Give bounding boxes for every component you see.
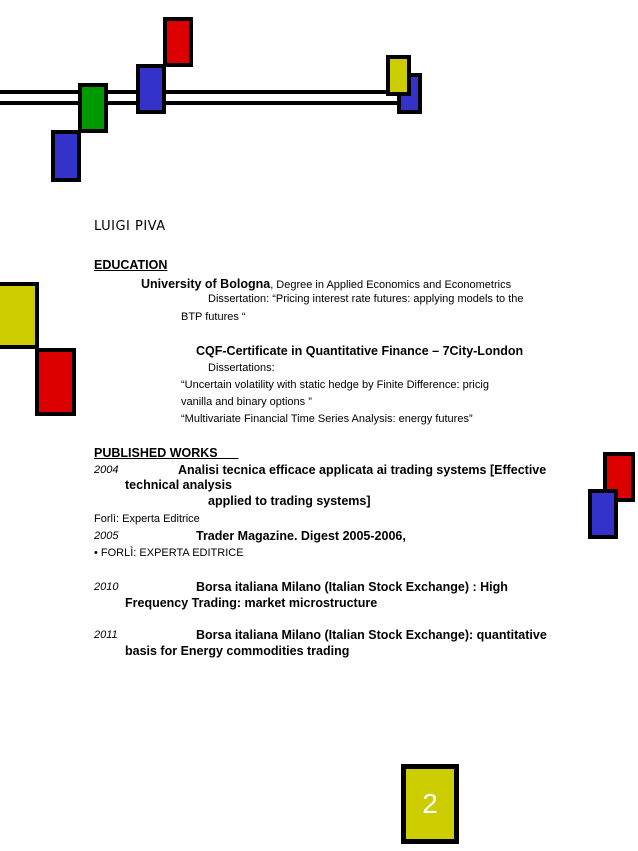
education-heading: EDUCATION — [94, 258, 168, 272]
work-2011-title-2: basis for Energy commodities trading — [125, 644, 350, 658]
deco-line-top — [0, 90, 408, 94]
dissertation-line-2: BTP futures “ — [181, 311, 246, 323]
work-2004-year: 2004 — [94, 464, 119, 476]
deco-red-square-left — [35, 348, 76, 416]
work-2010-year: 2010 — [94, 581, 119, 593]
work-2010-title-2: Frequency Trading: market microstructure — [125, 596, 378, 610]
work-2004-title-3: applied to trading systems] — [208, 494, 371, 508]
university-name: University of Bologna — [141, 277, 271, 291]
dissertation-1-line-1: “Uncertain volatility with static hedge by Finite Difference: pricig — [181, 379, 489, 391]
work-2004-publisher: Forlì: Experta Editrice — [94, 513, 200, 525]
work-2011-title-1: Borsa italiana Milano (Italian Stock Exchange): quantitative — [196, 628, 547, 642]
work-2011-year: 2011 — [94, 629, 118, 641]
dissertation-1-line-2: vanilla and binary options ” — [181, 396, 312, 408]
work-2005-publisher: • FORLÌ: EXPERTA EDITRICE — [94, 547, 244, 559]
deco-line-bottom — [0, 101, 408, 105]
deco-yellow-square-left — [0, 282, 39, 349]
work-2005-title: Trader Magazine. Digest 2005-2006, — [196, 529, 406, 543]
deco-yellow-square-right — [386, 55, 411, 96]
page-number: 2 — [401, 764, 459, 844]
cqf-certificate: CQF-Certificate in Quantitative Finance – 7City-London — [196, 344, 524, 358]
deco-blue-square-top — [136, 64, 166, 114]
work-2004-title-1: Analisi tecnica efficace applicata ai trading systems [Effective — [178, 463, 547, 477]
work-2004-title-2: technical analysis — [125, 478, 233, 492]
work-2010-title-1: Borsa italiana Milano (Italian Stock Exchange) : High — [196, 580, 508, 594]
deco-blue-square-bottom-right — [588, 489, 618, 539]
dissertations-label: Dissertations: — [208, 362, 275, 374]
published-works-heading: PUBLISHED WORKS — [94, 446, 218, 460]
deco-red-square-top — [163, 17, 193, 67]
degree-text: , Degree in Applied Economics and Econometrics — [270, 279, 512, 291]
dissertation-line-1: Dissertation: “Pricing interest rate futures: applying models to the — [208, 293, 524, 305]
deco-green-square — [78, 83, 108, 133]
work-2005-year: 2005 — [94, 530, 119, 542]
deco-blue-square-left — [51, 130, 81, 182]
person-name: LUIGI PIVA — [94, 219, 166, 234]
education-university-line — [141, 275, 511, 293]
dissertation-2: “Multivariate Financial Time Series Analysis: energy futures” — [181, 413, 473, 425]
